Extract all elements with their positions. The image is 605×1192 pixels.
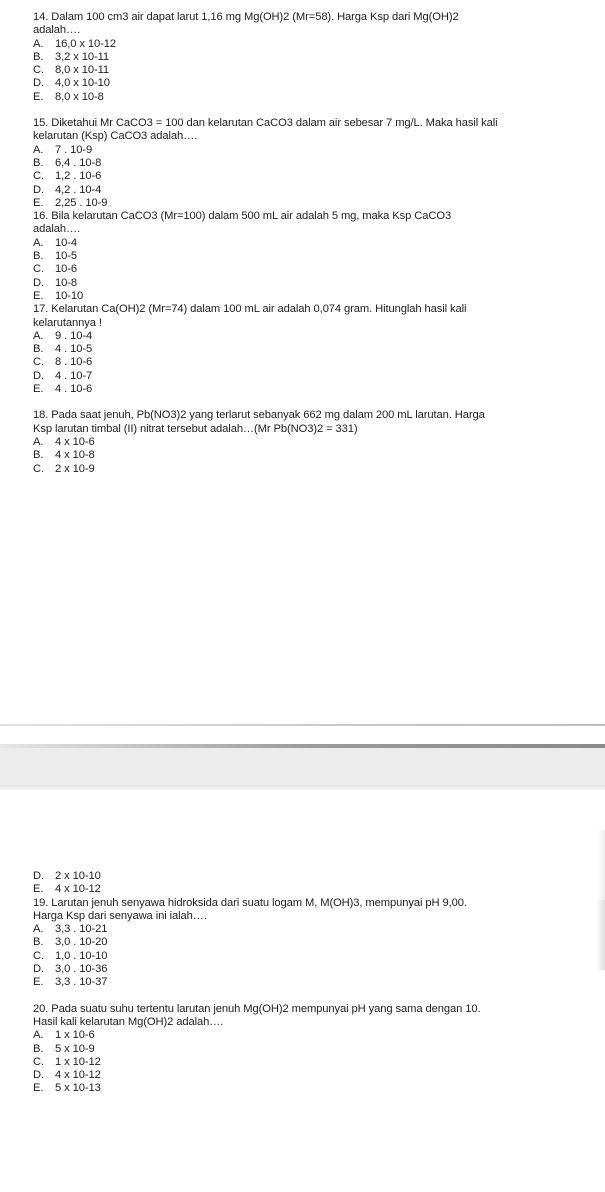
- option-label: D.: [33, 963, 44, 976]
- option-value: 1 x 10-6: [55, 1029, 95, 1042]
- question-14-text: [33, 11, 601, 38]
- option-value: 4,0 x 10-10: [55, 77, 110, 90]
- option-value: 10-10: [55, 289, 84, 302]
- option-value: 10-8: [55, 276, 77, 289]
- page-number: 13: [583, 702, 602, 721]
- question-number: 17.: [33, 303, 49, 316]
- option-value: 5 x 10-13: [55, 1082, 101, 1095]
- option-b[interactable]: [33, 157, 601, 170]
- option-label: D.: [33, 183, 44, 196]
- option-label: D.: [33, 276, 44, 289]
- option-value: 10-5: [55, 250, 77, 263]
- option-e[interactable]: [33, 883, 601, 896]
- option-e[interactable]: [33, 91, 601, 104]
- question-text-line: Dalam 100 cm3 air dapat larut 1,16 mg Mg(OH)2 (Mr=58). Harga Ksp dari Mg(OH)2: [51, 11, 459, 23]
- question-number: 20.: [33, 1002, 49, 1015]
- question-text-line: kelarutan (Ksp) CaCO3 adalah….: [33, 130, 198, 143]
- question-19-text: [33, 897, 601, 924]
- option-e[interactable]: [33, 1082, 601, 1095]
- question-16-text: [33, 210, 601, 237]
- option-value: 8,0 x 10-11: [55, 64, 110, 77]
- option-label: A.: [33, 923, 44, 936]
- option-a[interactable]: [33, 923, 601, 936]
- option-value: 4 . 10-5: [55, 343, 93, 356]
- option-a[interactable]: [33, 38, 601, 51]
- option-value: 10-4: [55, 236, 77, 249]
- option-label: B.: [33, 449, 44, 462]
- option-value: 3,0 . 10-36: [55, 963, 108, 976]
- option-value: 3,3 . 10-21: [55, 923, 108, 936]
- option-label: C.: [33, 170, 44, 183]
- question-15-options: [33, 144, 601, 210]
- option-label: B.: [33, 1042, 44, 1055]
- question-text-line: Pada saat jenuh, Pb(NO3)2 yang terlarut sebanyak 662 mg dalam 200 mL larutan. Harga: [51, 409, 485, 422]
- option-value: 2 x 10-10: [55, 870, 101, 882]
- option-value: 4 x 10-6: [55, 435, 95, 448]
- option-value: 4,2 . 10-4: [55, 183, 102, 196]
- question-15-text: [33, 117, 601, 144]
- option-value: 3,0 . 10-20: [55, 936, 108, 949]
- option-a[interactable]: [33, 436, 601, 449]
- option-d[interactable]: [33, 77, 601, 90]
- option-value: 4 . 10-7: [55, 369, 93, 382]
- question-18: [33, 409, 601, 475]
- question-15: [33, 117, 601, 210]
- option-label: C.: [33, 64, 44, 77]
- option-c[interactable]: [33, 64, 601, 77]
- question-14: [33, 11, 601, 104]
- option-label: A.: [33, 236, 44, 249]
- question-19: [33, 897, 601, 990]
- option-d[interactable]: [33, 1069, 601, 1082]
- option-label: D.: [33, 870, 44, 882]
- option-c[interactable]: [33, 356, 601, 369]
- question-17-options: [33, 330, 601, 396]
- option-label: B.: [33, 343, 44, 356]
- page-2-content: [33, 870, 601, 1096]
- option-value: 2 x 10-9: [55, 462, 95, 475]
- option-b[interactable]: [33, 250, 601, 263]
- option-a[interactable]: [33, 237, 601, 250]
- option-label: E.: [33, 196, 44, 209]
- option-label: A.: [33, 37, 44, 50]
- option-label: A.: [33, 435, 44, 448]
- option-c[interactable]: [33, 170, 601, 183]
- option-label: B.: [33, 250, 44, 263]
- option-label: B.: [33, 156, 44, 169]
- option-c[interactable]: [33, 463, 601, 476]
- option-value: 1 x 10-12: [55, 1055, 101, 1068]
- option-label: A.: [33, 143, 44, 156]
- option-value: 1,0 . 10-10: [55, 949, 108, 962]
- page-bottom-edge: [0, 724, 605, 726]
- option-b[interactable]: [33, 343, 601, 356]
- option-value: 2,25 . 10-9: [55, 196, 108, 209]
- question-number: 19.: [33, 896, 49, 909]
- question-text-line: Kelarutan Ca(OH)2 (Mr=74) dalam 100 mL air adalah 0,074 gram. Hitunglah hasil kali: [51, 303, 467, 316]
- question-16: [33, 210, 601, 303]
- option-e[interactable]: [33, 383, 601, 396]
- option-value: 7 . 10-9: [55, 143, 93, 156]
- question-text-line: Bila kelarutan CaCO3 (Mr=100) dalam 500 mL air adalah 5 mg, maka Ksp CaCO3: [51, 210, 452, 223]
- option-value: 4 x 10-8: [55, 449, 95, 462]
- option-c[interactable]: [33, 1056, 601, 1069]
- option-a[interactable]: [33, 1029, 601, 1042]
- option-label: D.: [33, 1069, 44, 1082]
- option-label: D.: [33, 77, 44, 90]
- option-value: 1,2 . 10-6: [55, 170, 102, 183]
- question-number: 16.: [33, 210, 49, 223]
- option-d[interactable]: [33, 870, 601, 883]
- page-gap: [0, 748, 605, 788]
- option-label: D.: [33, 369, 44, 382]
- option-d[interactable]: [33, 277, 601, 290]
- question-19-options: [33, 923, 601, 989]
- option-label: E.: [33, 289, 44, 302]
- question-20-text: [33, 1003, 601, 1030]
- option-value: 6,4 . 10-8: [55, 156, 102, 169]
- question-text-line: kelarutannya !: [33, 316, 102, 329]
- option-label: C.: [33, 263, 44, 276]
- option-b[interactable]: [33, 51, 601, 64]
- scroll-edge-shadow: [597, 900, 605, 970]
- option-b[interactable]: [33, 1043, 601, 1056]
- option-label: E.: [33, 883, 44, 896]
- option-value: 5 x 10-9: [55, 1042, 95, 1055]
- option-label: E.: [33, 90, 44, 103]
- option-value: 16,0 x 10-12: [55, 37, 116, 50]
- question-text-line: Pada suatu suhu tertentu larutan jenuh Mg(OH)2 mempunyai pH yang sama dengan 10.: [51, 1002, 481, 1015]
- option-e[interactable]: [33, 290, 601, 303]
- option-e[interactable]: [33, 197, 601, 210]
- question-14-options: [33, 38, 601, 104]
- question-number: 18.: [33, 409, 49, 422]
- question-text-line: adalah….: [33, 24, 81, 37]
- option-c[interactable]: [33, 263, 601, 276]
- option-value: 8,0 x 10-8: [55, 90, 104, 103]
- page-1-content: [33, 11, 601, 476]
- option-label: C.: [33, 356, 44, 369]
- option-label: C.: [33, 462, 44, 475]
- option-label: E.: [33, 383, 44, 396]
- option-label: B.: [33, 936, 44, 949]
- option-label: C.: [33, 1055, 44, 1068]
- option-b[interactable]: [33, 936, 601, 949]
- question-17-text: [33, 303, 601, 330]
- option-value: 3,3 . 10-37: [55, 976, 108, 989]
- question-20: [33, 1003, 601, 1096]
- question-17: [33, 303, 601, 396]
- option-label: A.: [33, 329, 44, 342]
- question-text-line: adalah….: [33, 223, 81, 236]
- option-value: 3,2 x 10-11: [55, 50, 110, 63]
- question-number: 14.: [33, 11, 49, 23]
- option-value: 4 x 10-12: [55, 1069, 101, 1082]
- question-16-options: [33, 237, 601, 303]
- question-text-line: Diketahui Mr CaCO3 = 100 dan kelarutan CaCO3 dalam air sebesar 7 mg/L. Maka hasil kali: [51, 117, 498, 130]
- option-b[interactable]: [33, 449, 601, 462]
- option-label: E.: [33, 1082, 44, 1095]
- option-value: 9 . 10-4: [55, 329, 93, 342]
- question-text-line: Harga Ksp dari senyawa ini ialah….: [33, 909, 207, 922]
- question-18-continued-options: [33, 870, 601, 897]
- question-18-options: [33, 436, 601, 476]
- question-text-line: Ksp larutan timbal (II) nitrat tersebut adalah…(Mr Pb(NO3)2 = 331): [33, 422, 358, 435]
- option-label: E.: [33, 976, 44, 989]
- option-d[interactable]: [33, 184, 601, 197]
- option-label: A.: [33, 1029, 44, 1042]
- option-d[interactable]: [33, 370, 601, 383]
- option-c[interactable]: [33, 950, 601, 963]
- option-value: 4 x 10-12: [55, 883, 101, 896]
- question-text-line: Larutan jenuh senyawa hidroksida dari suatu logam M, M(OH)3, mempunyai pH 9,00.: [51, 896, 467, 909]
- option-label: B.: [33, 50, 44, 63]
- option-value: 4 . 10-6: [55, 383, 93, 396]
- question-text-line: Hasil kali kelarutan Mg(OH)2 adalah….: [33, 1015, 224, 1028]
- option-a[interactable]: [33, 330, 601, 343]
- question-number: 15.: [33, 117, 49, 130]
- option-label: C.: [33, 949, 44, 962]
- document-page-2: [0, 790, 605, 1192]
- option-value: 10-6: [55, 263, 77, 276]
- option-d[interactable]: [33, 963, 601, 976]
- option-e[interactable]: [33, 976, 601, 989]
- option-value: 8 . 10-6: [55, 356, 93, 369]
- question-20-options: [33, 1029, 601, 1095]
- option-a[interactable]: [33, 144, 601, 157]
- question-18-text: [33, 409, 601, 436]
